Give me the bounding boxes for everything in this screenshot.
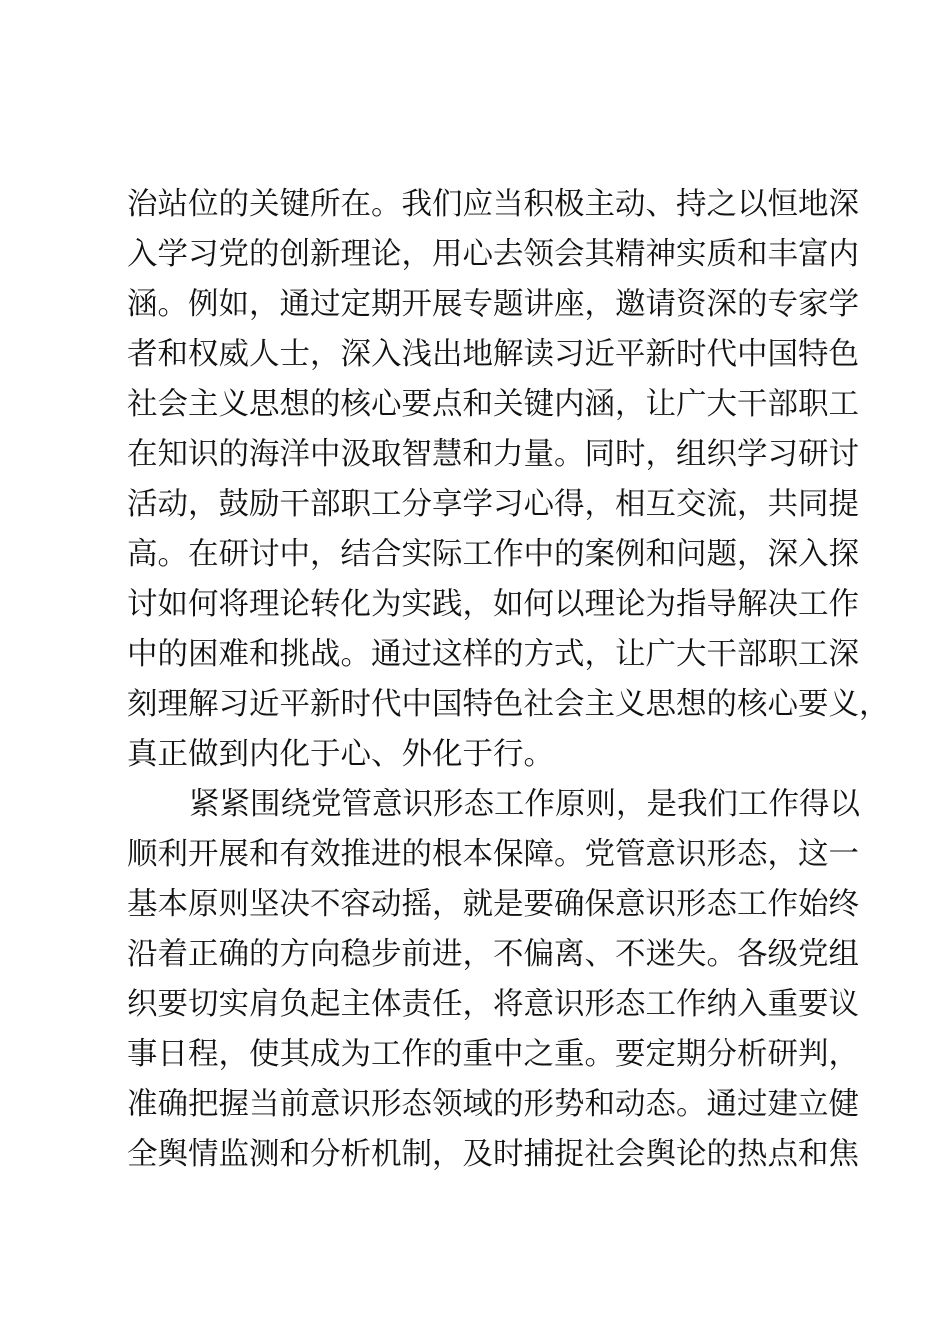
paragraph-line: 事日程，使其成为工作的重中之重。要定期分析研判， xyxy=(127,1037,859,1072)
paragraph-line: 讨如何将理论转化为实践，如何以理论为指导解决工作 xyxy=(127,587,859,622)
paragraph-line: 准确把握当前意识形态领域的形势和动态。通过建立健 xyxy=(127,1087,859,1122)
paragraph-line: 高。在研讨中，结合实际工作中的案例和问题，深入探 xyxy=(127,537,859,572)
document-body xyxy=(127,180,890,1180)
paragraph-line: 活动，鼓励干部职工分享学习心得，相互交流，共同提 xyxy=(127,487,859,522)
paragraph-line: 顺利开展和有效推进的根本保障。党管意识形态，这一 xyxy=(127,837,859,872)
paragraph-line: 涵。例如，通过定期开展专题讲座，邀请资深的专家学 xyxy=(127,287,859,322)
paragraph-first-line: 紧紧围绕党管意识形态工作原则，是我们工作得以 xyxy=(189,787,860,822)
paragraph-line: 入学习党的创新理论，用心去领会其精神实质和丰富内 xyxy=(127,237,859,272)
paragraph-line: 社会主义思想的核心要点和关键内涵，让广大干部职工 xyxy=(127,387,859,422)
paragraph-line: 在知识的海洋中汲取智慧和力量。同时，组织学习研讨 xyxy=(127,437,859,472)
paragraph-line: 沿着正确的方向稳步前进，不偏离、不迷失。各级党组 xyxy=(127,937,859,972)
paragraph-line: 真正做到内化于心、外化于行。 xyxy=(127,737,554,772)
paragraph-line: 织要切实肩负起主体责任，将意识形态工作纳入重要议 xyxy=(127,987,859,1022)
paragraph-line: 治站位的关键所在。我们应当积极主动、持之以恒地深 xyxy=(127,187,859,222)
paragraph-line: 全舆情监测和分析机制，及时捕捉社会舆论的热点和焦 xyxy=(127,1137,859,1172)
paragraph-line: 者和权威人士，深入浅出地解读习近平新时代中国特色 xyxy=(127,337,859,372)
paragraph-2 xyxy=(127,780,860,1180)
paragraph-1 xyxy=(127,180,890,780)
paragraph-line: 刻理解习近平新时代中国特色社会主义思想的核心要义， xyxy=(127,687,890,722)
paragraph-line: 中的困难和挑战。通过这样的方式，让广大干部职工深 xyxy=(127,637,859,672)
paragraph-line: 基本原则坚决不容动摇，就是要确保意识形态工作始终 xyxy=(127,887,859,922)
